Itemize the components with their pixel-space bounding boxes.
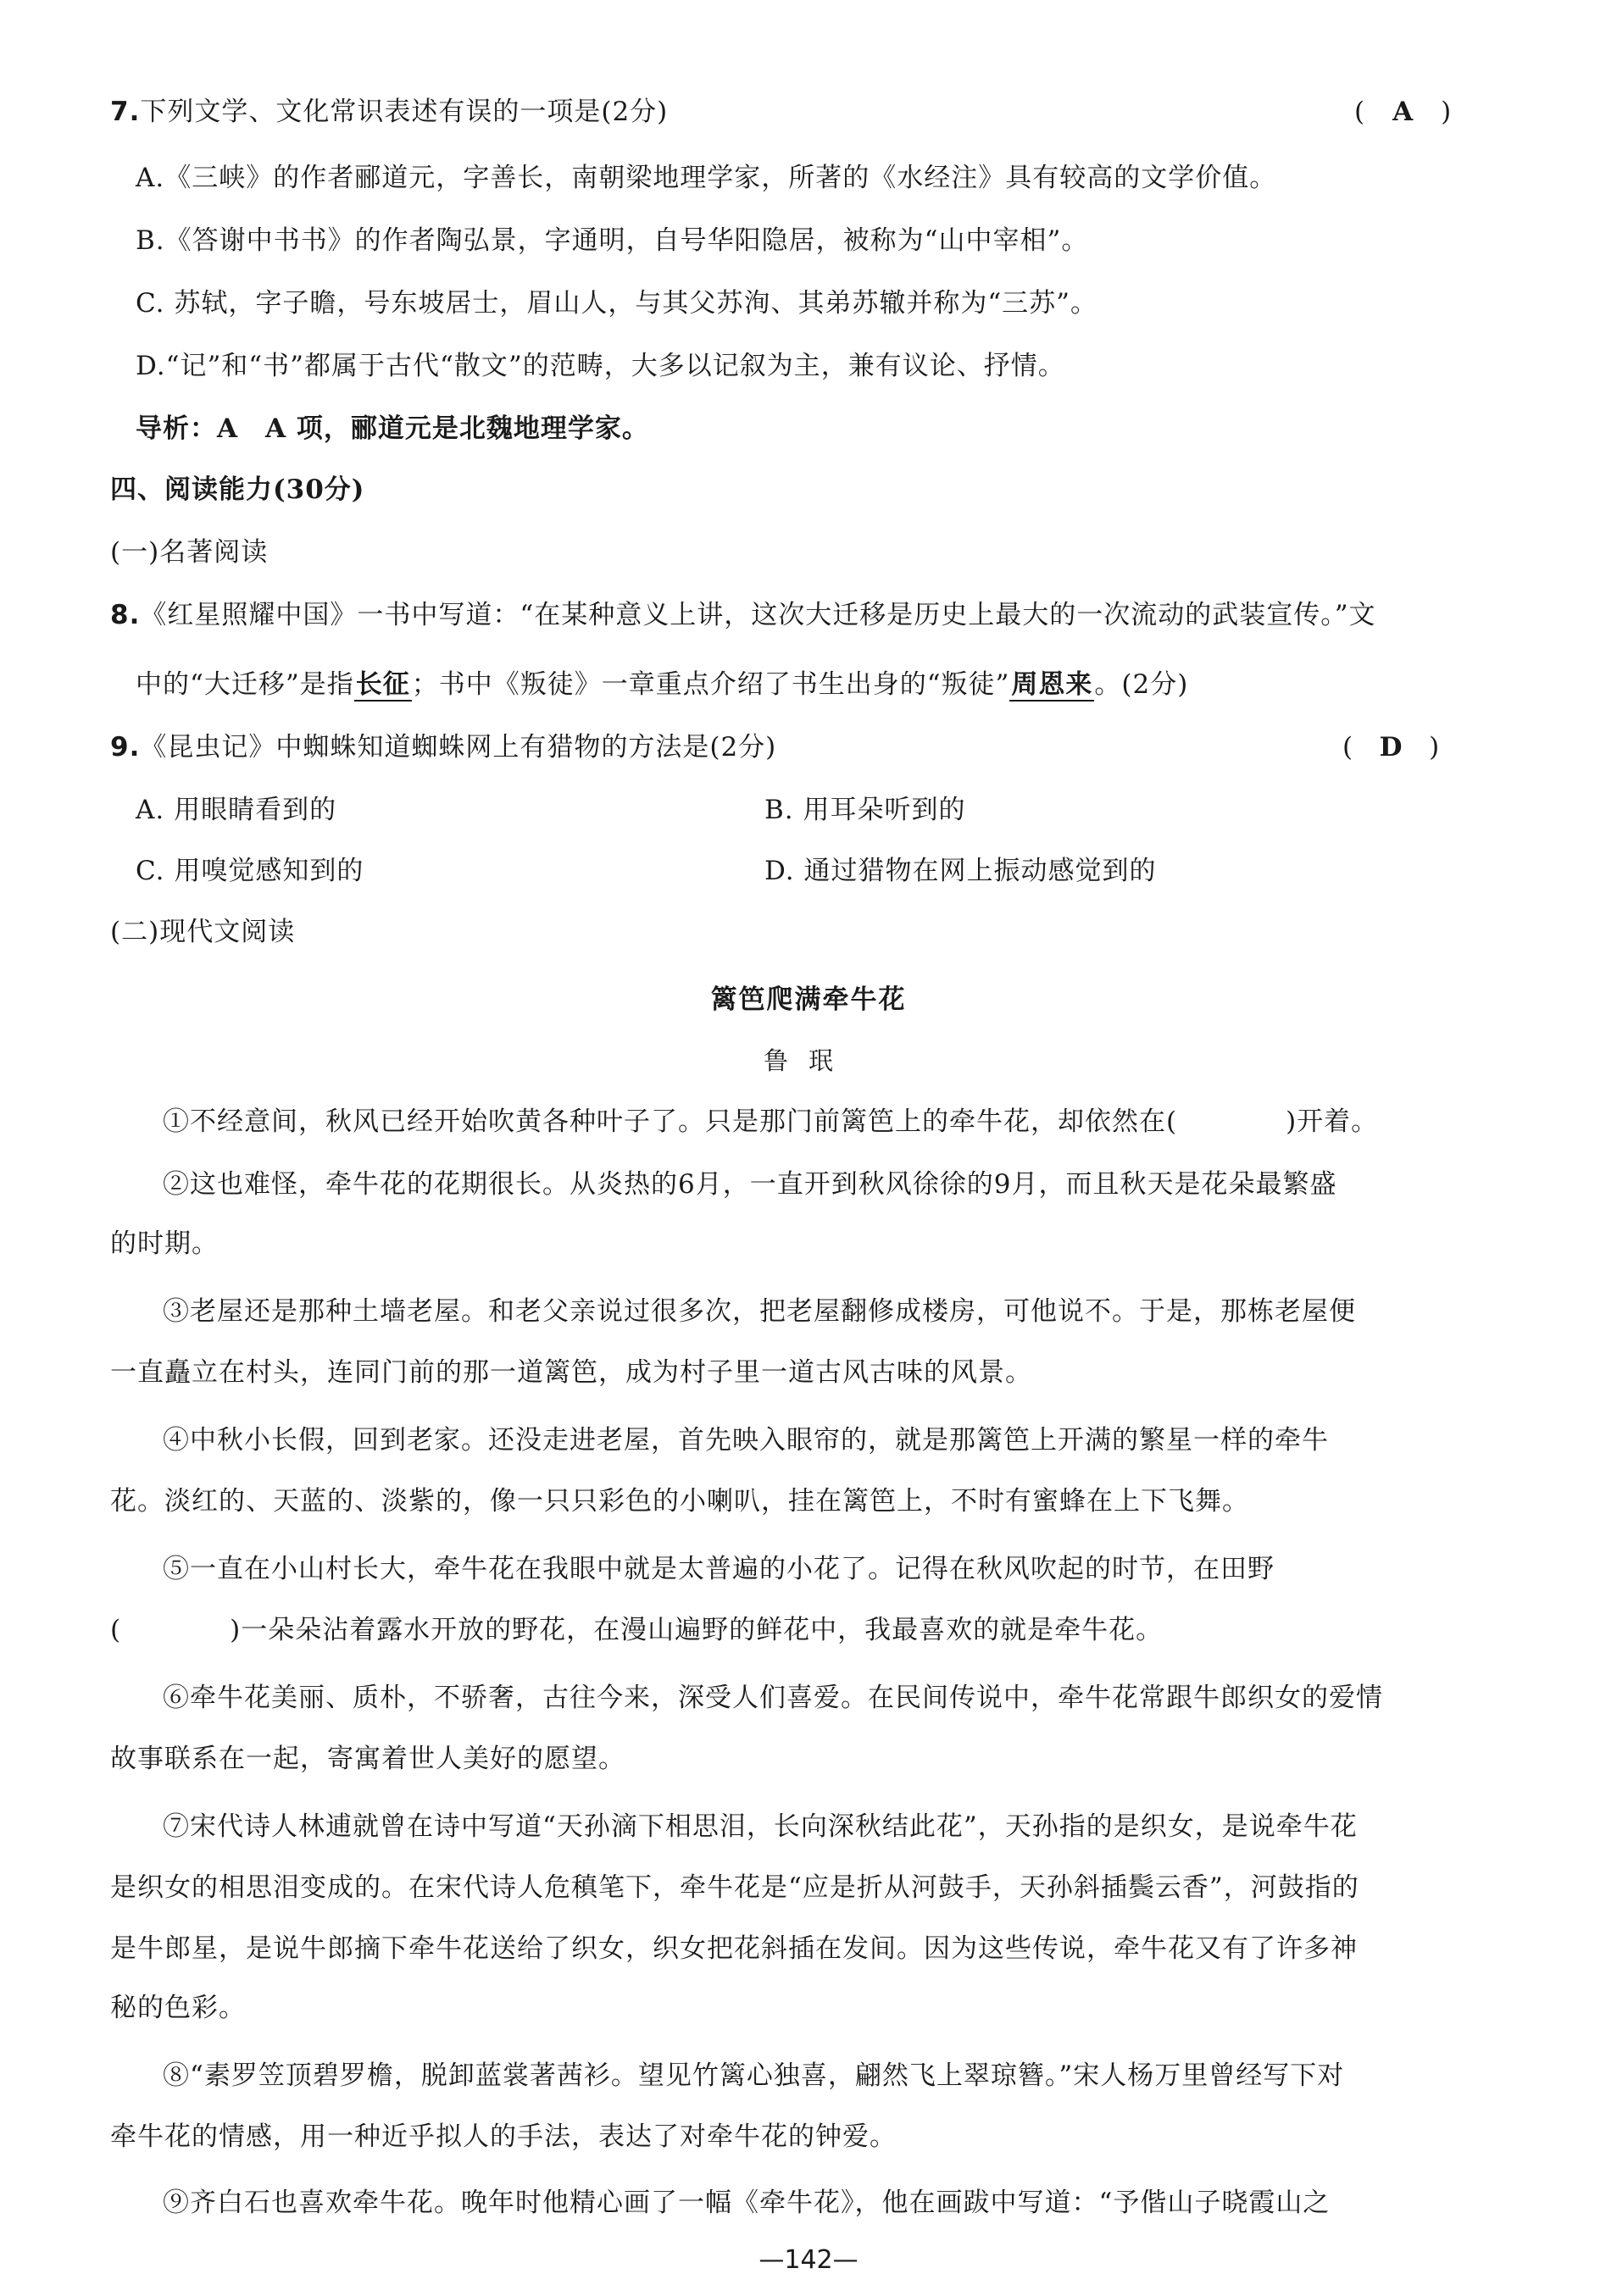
- article-line: ⑤一直在小山村长大，牵牛花在我眼中就是太普遍的小花了。记得在秋风吹起的时节，在田野: [163, 1554, 1275, 1584]
- q9-option-c: C. 用嗅觉感知到的: [136, 856, 364, 886]
- article-line: 是织女的相思泪变成的。在宋代诗人危稹笔下，牵牛花是“应是折从河鼓手，天孙斜插鬓云香”，河鼓指的: [110, 1872, 1359, 1903]
- q7-option-c: C. 苏轼，字子瞻，号东坡居士，眉山人，与其父苏洵、其弟苏辙并称为“三苏”。: [136, 288, 1098, 319]
- article-line: 故事联系在一起，寄寓着世人美好的愿望。: [110, 1744, 625, 1774]
- article-line: ④中秋小长假，回到老家。还没走进老屋，首先映入眼帘的，就是那篱笆上开满的繁星一样的牵牛: [163, 1425, 1329, 1456]
- article-title: 篱笆爬满牵牛花: [710, 984, 907, 1015]
- q7-analysis: 导析：A A 项，郦道元是北魏地理学家。: [136, 413, 649, 444]
- q9-stem-text: 《昆虫记》中蜘蛛知道蜘蛛网上有猎物的方法是(2分): [140, 732, 777, 763]
- q8-line-2: [136, 668, 1188, 702]
- page-number: —142—: [758, 2245, 859, 2275]
- article-line: 一直矗立在村头，连同门前的那一道篱笆，成为村子里一道古风古味的风景。: [110, 1357, 1032, 1388]
- article-line: ③老屋还是那种土墙老屋。和老父亲说过很多次，把老屋翻修成楼房，可他说不。于是，那栋老屋便: [163, 1296, 1356, 1327]
- q7-number: 7.: [110, 97, 141, 127]
- q7-option-a: A.《三峡》的作者郦道元，字善长，南朝梁地理学家，所著的《水经注》具有较高的文学价值。: [136, 163, 1277, 193]
- q7-stem: [110, 95, 668, 129]
- q8-line-1: [110, 598, 1376, 632]
- q9-option-b: B. 用耳朵听到的: [764, 795, 966, 825]
- article-line: ⑦宋代诗人林逋就曾在诗中写道“天孙滴下相思泪，长向深秋结此花”，天孙指的是织女，是说牵牛花: [163, 1811, 1358, 1842]
- article-line: ②这也难怪，牵牛花的花期很长。从炎热的6月，一直开到秋风徐徐的9月，而且秋天是花朵最繁盛: [163, 1169, 1337, 1200]
- article-line: ⑧“素罗笠顶碧罗檐，脱卸蓝裳著茜衫。望见竹篱心独喜，翩然飞上翠琼簪。”宋人杨万里曾经写下对: [163, 2060, 1345, 2091]
- q9-option-d: D. 通过猎物在网上振动感觉到的: [764, 856, 1157, 886]
- article-line: 的时期。: [110, 1228, 219, 1259]
- q8-answer-blank-1: 长征: [355, 669, 410, 700]
- article-line: 是牛郎星，是说牛郎摘下牵牛花送给了织女，织女把花斜插在发间。因为这些传说，牵牛花又有了许多神: [110, 1933, 1358, 1964]
- subsection-classics-title: (一)名著阅读: [110, 537, 269, 568]
- q7-stem-text: 下列文学、文化常识表述有误的一项是(2分): [140, 97, 669, 127]
- article-line: ⑨齐白石也喜欢牵牛花。晚年时他精心画了一幅《牵牛花》，他在画跋中写道：“予偕山子晓霞山之: [163, 2188, 1331, 2218]
- q8-text-a: 中的“大迁移”是指: [136, 669, 354, 700]
- q7-option-d: D.“记”和“书”都属于古代“散文”的范畴，大多以记叙为主，兼有议论、抒情。: [136, 351, 1065, 381]
- q8-text-c: 。(2分): [1094, 669, 1189, 700]
- q7-answer-value: A: [1392, 97, 1414, 127]
- q9-answer: ( D ): [1342, 732, 1440, 763]
- q8-number: 8.: [110, 600, 141, 630]
- article-line: ①不经意间，秋风已经开始吹黄各种叶子了。只是那门前篱笆上的牵牛花，却依然在( )开着。: [163, 1106, 1379, 1137]
- q9-number: 9.: [110, 732, 141, 763]
- q9-option-a: A. 用眼睛看到的: [136, 795, 337, 825]
- q8-answer-blank-2: 周恩来: [1011, 669, 1093, 700]
- q7-option-b: B.《答谢中书书》的作者陶弘景，字通明，自号华阳隐居，被称为“山中宰相”。: [136, 225, 1089, 256]
- q8-text-b: ；书中《叛徒》一章重点介绍了书生出身的“叛徒”: [411, 669, 1010, 700]
- article-line: 秘的色彩。: [110, 1993, 246, 2023]
- section-reading-title: 四、阅读能力(30分): [110, 474, 365, 505]
- q9-answer-value: D: [1379, 732, 1403, 763]
- article-author: 鲁珉: [763, 1046, 853, 1075]
- article-line: 牵牛花的情感，用一种近乎拟人的手法，表达了对牵牛花的钟爱。: [110, 2121, 897, 2152]
- article-line: ⑥牵牛花美丽、质朴，不骄奢，古往今来，深受人们喜爱。在民间传说中，牵牛花常跟牛郎织女的爱情: [163, 1683, 1383, 1713]
- q7-answer: ( A ): [1354, 97, 1452, 127]
- article-line: ( )一朵朵沾着露水开放的野花，在漫山遍野的鲜花中，我最喜欢的就是牵牛花。: [110, 1615, 1164, 1645]
- article-line: 花。淡红的、天蓝的、淡紫的，像一只只彩色的小喇叭，挂在篱笆上，不时有蜜蜂在上下飞舞。: [110, 1486, 1249, 1517]
- subsection-modern-reading-title: (二)现代文阅读: [110, 917, 296, 947]
- q8-line-1-text: 《红星照耀中国》一书中写道：“在某种意义上讲，这次大迁移是历史上最大的一次流动的武装宣传。”文: [140, 600, 1376, 630]
- q9-stem: [110, 730, 776, 764]
